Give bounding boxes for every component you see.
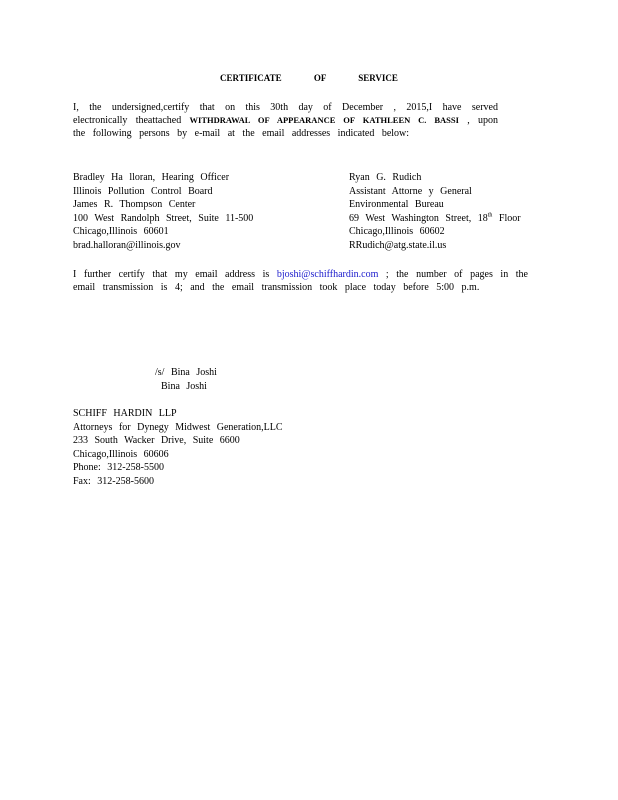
firm-block <box>73 407 283 489</box>
recipient-street: 100 West Randolph Street, Suite 11-500 <box>73 212 254 224</box>
service-text-after: , upon the following persons by e-mail at the email addresses indicated below: <box>73 115 498 139</box>
recipient-name: Ryan G. Rudich <box>349 172 422 183</box>
firm-street: 233 South Wacker Drive, Suite 6600 <box>73 435 240 447</box>
street-after: Floor <box>492 212 521 224</box>
recipient-bureau: Environmental Bureau <box>349 199 444 211</box>
recipient-left <box>73 171 253 253</box>
firm-fax: Fax: 312-258-5600 <box>73 475 154 487</box>
recipient-city: Chicago,Illinois 60601 <box>73 226 169 238</box>
recipient-title: Assistant Attorne y General <box>349 185 472 197</box>
signer-name: Bina Joshi <box>161 380 207 392</box>
street-superscript: th <box>487 212 493 219</box>
service-paragraph <box>73 101 498 140</box>
service-text-before: I, the undersigned,certify that on this 30th day of December , 2015,I have served electronically theattached <box>73 102 498 126</box>
recipient-name: Bradley Ha lloran, Hearing Officer <box>73 172 230 183</box>
firm-city: Chicago,Illinois 60606 <box>73 448 169 460</box>
recipient-building: James R. Thompson Center <box>73 199 196 211</box>
recipient-right <box>349 171 521 253</box>
recipient-city: Chicago,Illinois 60602 <box>349 226 445 238</box>
document-title: CERTIFICATE OF SERVICE <box>220 73 398 83</box>
firm-attorneys: Attorneys for Dynegy Midwest Generation,LLC <box>73 421 283 433</box>
recipient-email: RRudich@atg.state.il.us <box>349 239 447 251</box>
recipient-org: Illinois Pollution Control Board <box>73 185 213 197</box>
certify-text-before: I further certify that my email address is <box>73 269 277 280</box>
recipient-street <box>349 212 521 226</box>
certify-paragraph <box>73 268 528 294</box>
recipient-email: brad.halloran@illinois.gov <box>73 239 181 251</box>
email-link[interactable]: bjoshi@schiffhardin.com <box>276 269 379 280</box>
firm-phone: Phone: 312-258-5500 <box>73 462 164 474</box>
signature-block <box>155 366 217 393</box>
street-before: 69 West Washington Street, 18 <box>349 212 488 224</box>
signature-line: /s/ Bina Joshi <box>155 367 217 378</box>
firm-name: SCHIFF HARDIN LLP <box>73 408 177 419</box>
certify-text-after: ; the number of pages in the email transmission is 4; and the email transmission took place today before 5:00 p.m. <box>73 269 528 293</box>
document-served-title: WITHDRAWAL OF APPEARANCE OF KATHLEEN C. BASSI <box>189 115 459 125</box>
